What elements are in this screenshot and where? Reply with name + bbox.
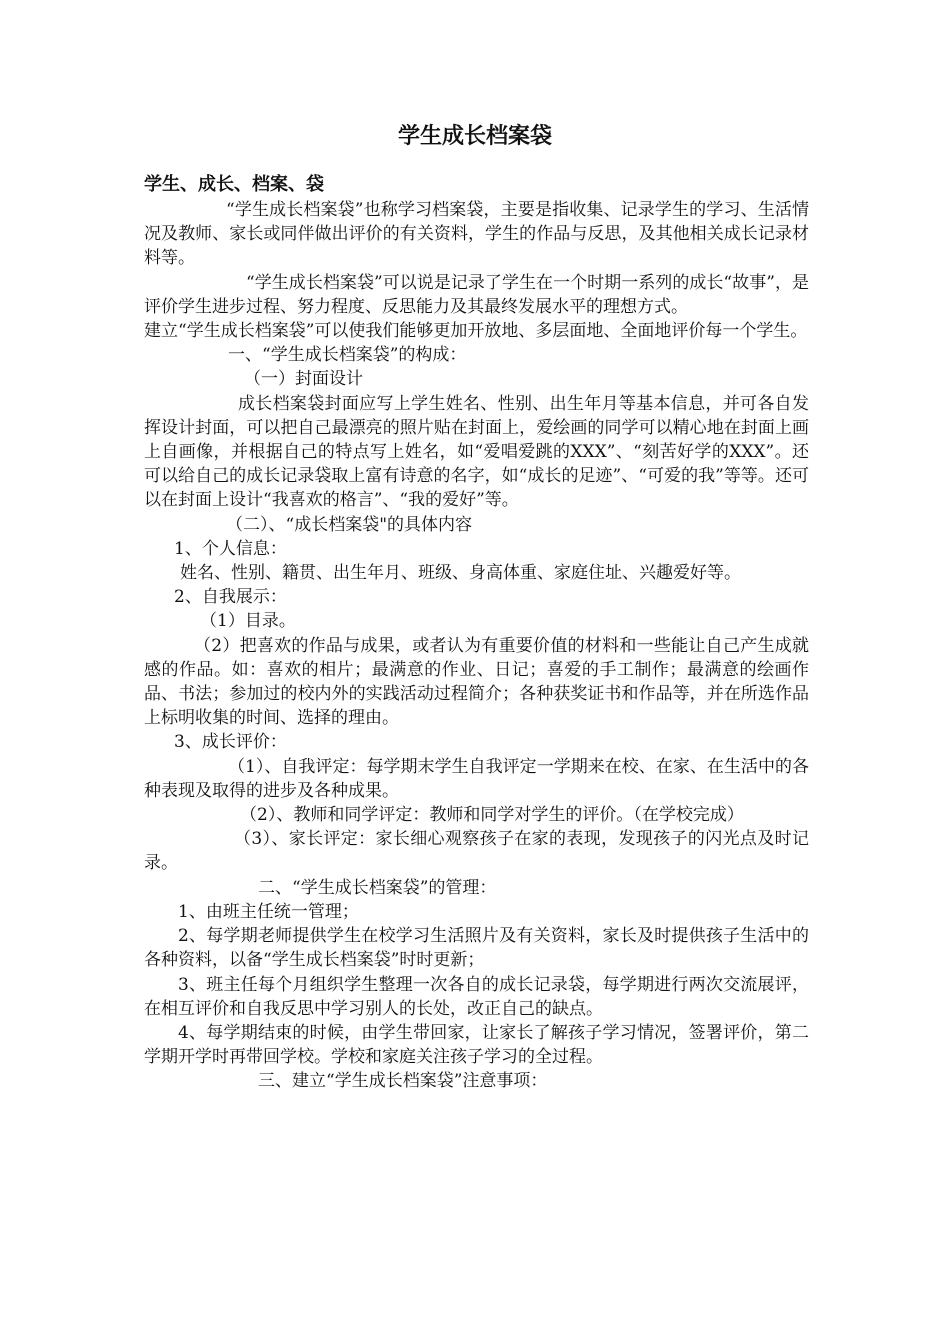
paragraph-parent-evaluation: （3）、家长评定：家长细心观察孩子在家的表现，发现孩子的闪光点及时记录。 [144, 829, 809, 874]
paragraph-cover-design: 成长档案袋封面应写上学生姓名、性别、出生年月等基本信息，并可各自发挥设计封面，可以把自己最漂亮的照片贴在封面上，爱绘画的同学可以精心地在封面上画上自画像，并根据自己的特点写上姓名，如“爱唱爱跳的XXX”、“刻苦好学的XXX”。还可以给自己的成长记录袋取上富有诗意的名字，如“成长的足迹”、“可爱的我”等等。还可以在封面上设计“我喜欢的格言”、“我的爱好”等。 [144, 393, 809, 511]
subheading: 学生、成长、档案、袋 [144, 174, 324, 195]
section-heading-notes: 三、建立“学生成长档案袋”注意事项： [258, 1071, 548, 1092]
item-self-display: 2、自我展示： [174, 587, 287, 608]
paragraph-personal-info: 姓名、性别、籍贯、出生年月、班级、身高体重、家庭住址、兴趣爱好等。 [180, 563, 741, 584]
paragraph-purpose: “学生成长档案袋”可以说是记录了学生在一个时期一系列的成长“故事”，是评价学生进步过程、努力程度、反思能力及其最终发展水平的理想方式。 [144, 272, 809, 317]
document-body [144, 172, 809, 1094]
section-heading-composition: 一、“学生成长档案袋”的构成： [228, 345, 467, 366]
item-table-of-contents: （1）目录。 [200, 611, 296, 632]
management-item-2: 2、每学期老师提供学生在校学习生活照片及有关资料，家长及时提供孩子生活中的各种资料，以备“学生成长档案袋”时时更新； [144, 926, 809, 971]
item-growth-evaluation: 3、成长评价： [174, 732, 287, 753]
paragraph-teacher-evaluation: （2）、教师和同学评定：教师和同学对学生的评价。（在学校完成） [240, 805, 744, 826]
item-personal-info: 1、个人信息： [174, 538, 287, 559]
management-item-4: 4、每学期结束的时候，由学生带回家，让家长了解孩子学习情况，签署评价，第二学期开学时再带回学校。学校和家庭关注孩子学习的全过程。 [144, 1022, 809, 1068]
paragraph-establish: 建立“学生成长档案袋”可以使我们能够更加开放地、多层面地、全面地评价每一个学生。 [144, 321, 808, 342]
paragraph-definition: “学生成长档案袋”也称学习档案袋，主要是指收集、记录学生的学习、生活情况及教师、家长或同伴做出评价的有关资料，学生的作品与反思，及其他相关成长记录材料等。 [144, 200, 809, 269]
paragraph-self-evaluation: （1）、自我评定：每学期末学生自我评定一学期来在校、在家、在生活中的各种表现及取得的进步及各种成果。 [144, 756, 809, 801]
management-item-3: 3、班主任每个月组织学生整理一次各自的成长记录袋，每学期进行两次交流展评，在相互评价和自我反思中学习别人的长处，改正自己的缺点。 [144, 974, 809, 1019]
subsection-heading-cover: （一）封面设计 [244, 369, 363, 390]
paragraph-works: （2）把喜欢的作品与成果，或者认为有重要价值的材料和一些能让自己产生成就感的作品。如：喜欢的相片；最满意的作业、日记；喜爱的手工制作；最满意的绘画作品、书法；参加过的校内外的实践活动过程简介；各种获奖证书和作品等，并在所选作品上标明收集的时间、选择的理由。 [144, 635, 809, 729]
management-item-1: 1、由班主任统一管理； [178, 901, 359, 922]
page-title: 学生成长档案袋 [397, 124, 552, 149]
section-heading-management: 二、“学生成长档案袋”的管理： [258, 877, 497, 898]
subsection-heading-contents: （二）、“成长档案袋"的具体内容 [226, 514, 473, 535]
